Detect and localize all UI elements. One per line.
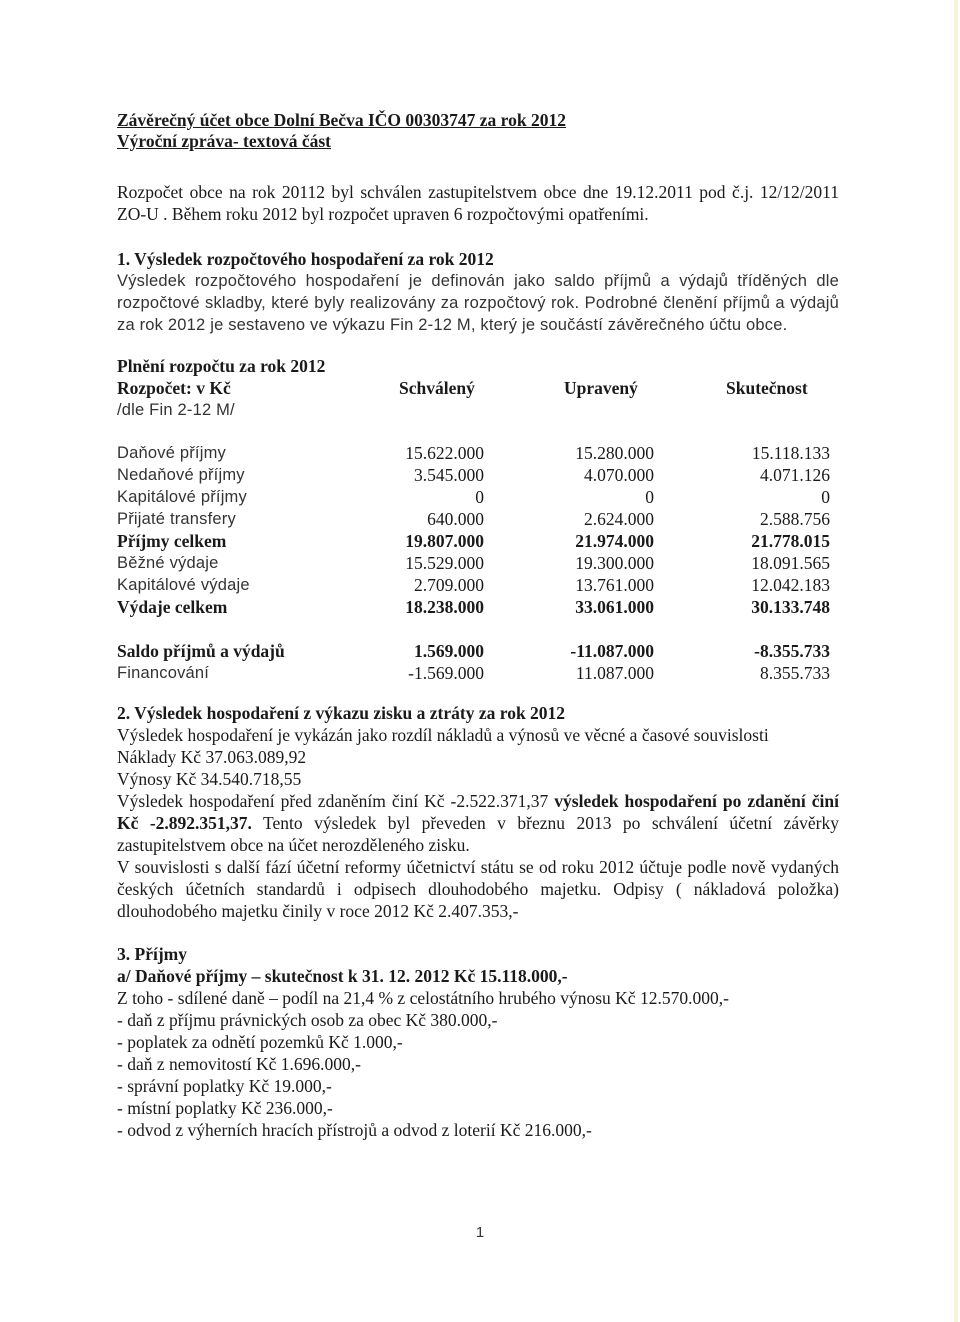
budget-subheader: /dle Fin 2-12 M/ (117, 401, 235, 419)
title-line-1: Závěrečný účet obce Dolní Bečva IČO 00303747 za rok 2012 (117, 110, 566, 130)
budget-cell-actual: 8.355.733 (760, 663, 830, 683)
budget-row-label: Nedaňové příjmy (117, 466, 245, 484)
intro-paragraph: Rozpočet obce na rok 20112 byl schválen zastupitelstvem obce dne 19.12.2011 pod č.j. 12/12/2011 ZO-U . Během roku 2012 byl rozpočet upraven 6 rozpočtovými opatřeními. (117, 182, 839, 224)
budget-cell-actual: 12.042.183 (751, 575, 830, 595)
section-3-list-item: - daň z příjmu právnických osob za obec Kč 380.000,- (117, 1010, 498, 1030)
result-transfer-text: Tento výsledek byl převeden v březnu 2013 po schválení účetní závěrky zastupitelstvem obce na účet nerozděleného zisku. (117, 813, 839, 855)
section-1-text: Výsledek rozpočtového hospodaření je definován jako saldo příjmů a výdajů tříděných dle rozpočtové skladby, které byly realizovány za rozpočtový rok. Podrobné členění příjmů a výdajů za rok 2012 je sestaveno ve výkazu Fin 2-12 M, který je součástí závěrečného účtu obce. (117, 272, 839, 334)
budget-cell-actual: 30.133.748 (751, 597, 830, 617)
budget-row (117, 640, 830, 662)
budget-row-label: Kapitálové příjmy (117, 488, 247, 506)
section-3-list-item: - správní poplatky Kč 19.000,- (117, 1076, 332, 1096)
budget-row-label: Kapitálové výdaje (117, 576, 250, 594)
budget-row (117, 442, 830, 464)
budget-row-label: Příjmy celkem (117, 531, 227, 551)
budget-cell-actual: 18.091.565 (751, 553, 830, 573)
section-3-list-item: - místní poplatky Kč 236.000,- (117, 1098, 333, 1118)
budget-cell-adjusted: 19.300.000 (575, 553, 654, 573)
budget-cell-adjusted: 15.280.000 (575, 443, 654, 463)
section-3-subheading: a/ Daňové příjmy – skutečnost k 31. 12. 2012 Kč 15.118.000,- (117, 966, 568, 986)
document-body (117, 110, 839, 1141)
budget-row (117, 574, 830, 596)
section-3-list-item: Z toho - sdílené daně – podíl na 21,4 % z celostátního hrubého výnosu Kč 12.570.000,- (117, 988, 729, 1008)
section-1-heading: 1. Výsledek rozpočtového hospodaření za rok 2012 (117, 249, 494, 269)
budget-row-label: Financování (117, 664, 210, 682)
budget-cell-adjusted: 2.624.000 (584, 509, 654, 529)
budget-cell-actual: 0 (821, 487, 830, 507)
section-3-list-item: - odvod z výherních hracích přístrojů a odvod z loterií Kč 216.000,- (117, 1120, 592, 1140)
document-title (117, 110, 839, 152)
title-line-2: Výroční zpráva- textová část (117, 131, 331, 151)
budget-cell-approved: 640.000 (427, 509, 484, 529)
column-header-adjusted: Upravený (564, 378, 638, 398)
section-3-list-item: - daň z nemovitostí Kč 1.696.000,- (117, 1054, 361, 1074)
budget-cell-adjusted: -11.087.000 (570, 641, 654, 661)
budget-caption: Plnění rozpočtu za rok 2012 (117, 356, 326, 376)
budget-cell-approved: 1.569.000 (414, 641, 484, 661)
column-header-actual: Skutečnost (726, 378, 808, 398)
budget-cell-adjusted: 11.087.000 (575, 663, 654, 683)
budget-cell-actual: 2.588.756 (760, 509, 830, 529)
budget-row-label: Běžné výdaje (117, 554, 219, 572)
budget-row-label: Přijaté transfery (117, 510, 236, 528)
budget-header-row (117, 377, 830, 399)
budget-cell-approved: 3.545.000 (414, 465, 484, 485)
page-number: 1 (475, 1224, 485, 1241)
budget-cell-actual: -8.355.733 (754, 641, 830, 661)
section-2-heading: 2. Výsledek hospodaření z výkazu zisku a ztráty za rok 2012 (117, 703, 566, 723)
budget-row (117, 596, 830, 618)
budget-row (117, 530, 830, 552)
budget-row (117, 662, 830, 684)
budget-row (117, 464, 830, 486)
budget-cell-adjusted: 0 (645, 487, 654, 507)
section-3-list-item: - poplatek za odnětí pozemků Kč 1.000,- (117, 1032, 403, 1052)
result-after-tax: výsledek hospodaření po zdanění činí Kč -2.892.351,37. (117, 791, 839, 833)
budget-row-label: Saldo příjmů a výdajů (117, 641, 285, 661)
budget-cell-actual: 15.118.133 (751, 443, 830, 463)
budget-cell-approved: 19.807.000 (405, 531, 484, 551)
budget-cell-actual: 4.071.126 (760, 465, 830, 485)
section-2-line-1: Výsledek hospodaření je vykázán jako rozdíl nákladů a výnosů ve věcné a časové souvislosti (117, 725, 769, 745)
result-before-tax: Výsledek hospodaření před zdaněním činí Kč -2.522.371,37 (117, 791, 555, 811)
budget-cell-approved: 15.529.000 (405, 553, 484, 573)
budget-cell-adjusted: 21.974.000 (575, 531, 654, 551)
page-edge-mark (954, 0, 958, 1322)
budget-row (117, 552, 830, 574)
budget-row (117, 486, 830, 508)
budget-subheader-row (117, 399, 830, 421)
budget-cell-approved: 15.622.000 (405, 443, 484, 463)
column-header-approved: Schválený (399, 378, 475, 398)
budget-table (117, 377, 830, 684)
section-2-costs: Náklady Kč 37.063.089,92 (117, 747, 307, 767)
budget-cell-actual: 21.778.015 (751, 531, 830, 551)
section-3-list (117, 987, 839, 1141)
budget-cell-approved: -1.569.000 (408, 663, 484, 683)
budget-row (117, 508, 830, 530)
budget-cell-approved: 0 (475, 487, 484, 507)
budget-cell-approved: 18.238.000 (405, 597, 484, 617)
section-2-result-paragraph (117, 790, 839, 856)
section-3-heading: 3. Příjmy (117, 944, 187, 964)
budget-row-label: Daňové příjmy (117, 444, 226, 462)
budget-cell-approved: 2.709.000 (414, 575, 484, 595)
budget-header-label: Rozpočet: v Kč (117, 378, 231, 398)
budget-cell-adjusted: 33.061.000 (575, 597, 654, 617)
section-2-depreciation-paragraph: V souvislosti s další fází účetní reformy účetnictví státu se od roku 2012 účtuje podle nově vydaných českých účetních standardů i odpisech dlouhodobého majetku. Odpisy ( nákladová položka) dlouhodobého majetku činily v roce 2012 Kč 2.407.353,- (117, 857, 839, 921)
budget-row-label: Výdaje celkem (117, 597, 228, 617)
budget-cell-adjusted: 4.070.000 (584, 465, 654, 485)
section-2-revenues: Výnosy Kč 34.540.718,55 (117, 769, 302, 789)
budget-cell-adjusted: 13.761.000 (575, 575, 654, 595)
